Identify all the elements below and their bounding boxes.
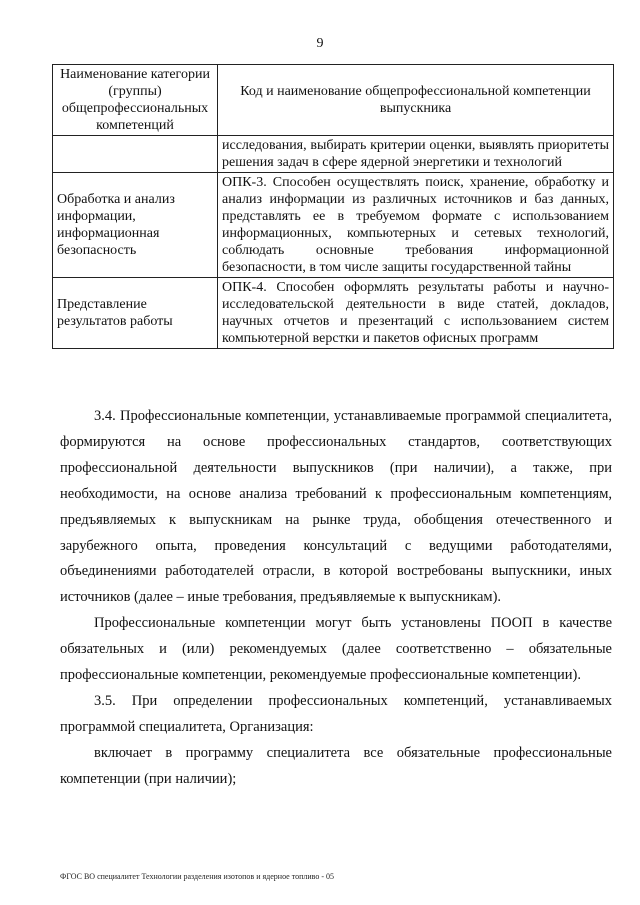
row-competency: ОПК-4. Способен оформлять результаты работы и научно-исследовательской деятельности в виде статей, докладов, научных отчетов и презентаций с использованием систем компьютерной верстки и пакетов офисных программ	[218, 278, 614, 349]
page-footer: ФГОС ВО специалитет Технологии разделения изотопов и ядерное топливо - 05	[60, 872, 335, 881]
table-row	[53, 278, 614, 349]
row-competency: ОПК-3. Способен осуществлять поиск, хранение, обработку и анализ информации из различных источников и баз данных, представлять ее в требуемом формате с использованием информационных, компьютерных и сетевых технологий, соблюдать основные требования информационной безопасности, в том числе защиты государственной тайны	[218, 173, 614, 278]
row-category: Обработка и анализ информации, информационная безопасность	[53, 173, 218, 278]
header-competency: Код и наименование общепрофессиональной компетенции выпускника	[218, 65, 614, 136]
table-row	[53, 173, 614, 278]
header-category: Наименование категории (группы) общепрофессиональных компетенций	[53, 65, 218, 136]
competency-table	[52, 64, 614, 349]
row-competency: исследования, выбирать критерии оценки, выявлять приоритеты решения задач в сфере ядерной энергетики и технологий	[218, 136, 614, 173]
paragraph-3-4: 3.4. Профессиональные компетенции, устанавливаемые программой специалитета, формируются на основе профессиональных стандартов, соответствующих профессиональной деятельности выпускников (при наличии), а также, при необходимости, на основе анализа требований к профессиональным компетенциям, предъявляемых к выпускникам на рынке труда, обобщения отечественного и зарубежного опыта, проведения консультаций с ведущими работодателями, объединениями работодателей отрасли, в которой востребованы выпускники, иных источников (далее – иные требования, предъявляемые к выпускникам).	[60, 408, 612, 606]
paragraph-3-5: 3.5. При определении профессиональных компетенций, устанавливаемых программой специалитета, Организация:	[60, 692, 612, 735]
body-text	[60, 404, 612, 793]
table-header-row	[53, 65, 614, 136]
page-number: 9	[316, 36, 324, 51]
paragraph-pc-types: Профессиональные компетенции могут быть установлены ПООП в качестве обязательных и (или) рекомендуемых (далее соответственно – обязательные профессиональные компетенции, рекомендуемые профессиональные компетенции).	[60, 615, 612, 684]
row-category	[53, 136, 218, 173]
row-category: Представление результатов работы	[53, 278, 218, 349]
paragraph-list-item: включает в программу специалитета все обязательные профессиональные компетенции (при наличии);	[60, 744, 612, 787]
table-row	[53, 136, 614, 173]
